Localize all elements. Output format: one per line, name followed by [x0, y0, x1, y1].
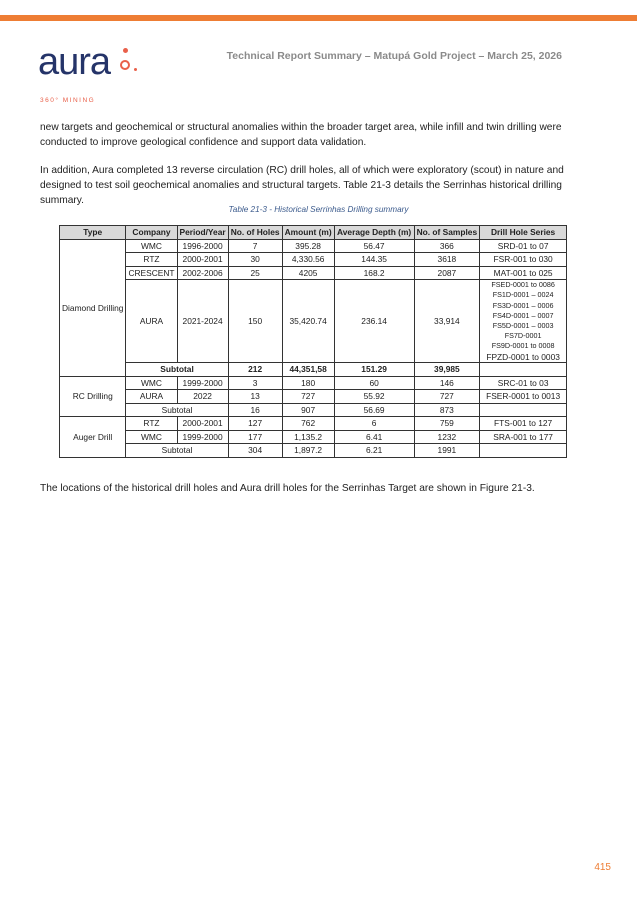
table-header-row: [60, 226, 567, 240]
table-cell: 907: [282, 403, 334, 417]
caption-number: Table 21-3 -: [228, 205, 272, 214]
table-cell: 13: [228, 390, 282, 404]
table-cell: 2021-2024: [177, 280, 228, 363]
table-cell: 6.41: [334, 430, 414, 444]
table-cell: RTZ: [126, 253, 177, 267]
table-cell: 2087: [414, 266, 480, 280]
column-header: Company: [126, 226, 177, 240]
series-item: FS1D-0001 – 0024: [492, 290, 554, 300]
subtotal-row: [60, 444, 567, 458]
table-cell: 212: [228, 363, 282, 377]
table-cell: [480, 363, 567, 377]
series-item: FS3D-0001 – 0006: [492, 300, 554, 310]
table-cell: 168.2: [334, 266, 414, 280]
column-header: Drill Hole Series: [480, 226, 567, 240]
paragraph: In addition, Aura completed 13 reverse circulation (RC) drill holes, all of which were exploratory (scout) in nature and designed to test soil geochemical anomalies and structural targets. Table 21-3 details the Serrinhas historical drilling summary.: [40, 165, 564, 206]
table-cell: SRD-01 to 07: [480, 239, 567, 253]
table-cell: 127: [228, 417, 282, 431]
table-cell: RTZ: [126, 417, 177, 431]
table-cell: 1,897.2: [282, 444, 334, 458]
subtotal-row: [60, 363, 567, 377]
running-header: Technical Report Summary – Matupá Gold Project – March 25, 2026: [226, 50, 562, 62]
table-cell: 759: [414, 417, 480, 431]
table-cell: 236.14: [334, 280, 414, 363]
column-header: No. of Holes: [228, 226, 282, 240]
table-cell: 727: [282, 390, 334, 404]
table-cell: 762: [282, 417, 334, 431]
table-row: [60, 253, 567, 267]
series-item: FPZD-0001 to 0003: [486, 351, 560, 362]
table-cell: 6: [334, 417, 414, 431]
logo-dot: [134, 68, 137, 71]
series-item: FS4D-0001 – 0007: [492, 310, 554, 320]
table-row: [60, 376, 567, 390]
table-cell: AURA: [126, 390, 177, 404]
logo-ring: [120, 60, 130, 70]
table-cell: 60: [334, 376, 414, 390]
table-cell: 3618: [414, 253, 480, 267]
table-cell: 55.92: [334, 390, 414, 404]
table-cell: Subtotal: [126, 363, 228, 377]
table-cell: 2000-2001: [177, 417, 228, 431]
table-cell: [480, 403, 567, 417]
table-cell: 56.69: [334, 403, 414, 417]
type-cell: Diamond Drilling: [60, 239, 126, 376]
paragraph: The locations of the historical drill holes and Aura drill holes for the Serrinhas Target are shown in Figure 21-3.: [40, 483, 535, 494]
table-cell: 873: [414, 403, 480, 417]
table-cell: CRESCENT: [126, 266, 177, 280]
drilling-summary-table: [59, 225, 567, 458]
table-cell: WMC: [126, 239, 177, 253]
table-cell: MAT-001 to 025: [480, 266, 567, 280]
table-cell: FSER-0001 to 0013: [480, 390, 567, 404]
table-cell: FSR-001 to 030: [480, 253, 567, 267]
table-cell: 1996-2000: [177, 239, 228, 253]
table-cell: 35,420.74: [282, 280, 334, 363]
logo-subtitle: 360° MINING: [40, 97, 96, 104]
table-caption: [0, 205, 637, 214]
column-header: Period/Year: [177, 226, 228, 240]
column-header: Amount (m): [282, 226, 334, 240]
table-cell: SRC-01 to 03: [480, 376, 567, 390]
table-cell: 3: [228, 376, 282, 390]
table-cell: 180: [282, 376, 334, 390]
table-cell: 44,351,58: [282, 363, 334, 377]
table-row: [60, 239, 567, 253]
column-header: No. of Samples: [414, 226, 480, 240]
column-header: Average Depth (m): [334, 226, 414, 240]
table-cell: 30: [228, 253, 282, 267]
table-cell: WMC: [126, 430, 177, 444]
table-cell: 366: [414, 239, 480, 253]
series-item: FS7D-0001: [504, 331, 542, 341]
type-cell: RC Drilling: [60, 376, 126, 417]
table-cell: WMC: [126, 376, 177, 390]
table-cell: 1991: [414, 444, 480, 458]
table-cell: 1999-2000: [177, 430, 228, 444]
type-cell: Auger Drill: [60, 417, 126, 458]
aura-logo: [38, 24, 128, 104]
table-cell: 39,985: [414, 363, 480, 377]
table-cell: 177: [228, 430, 282, 444]
table-cell: 150: [228, 280, 282, 363]
table-cell: 1232: [414, 430, 480, 444]
logo-dot: [123, 48, 128, 53]
table-cell: 33,914: [414, 280, 480, 363]
table-cell: 7: [228, 239, 282, 253]
table-cell: 4205: [282, 266, 334, 280]
drill-hole-series-list: [480, 280, 567, 363]
table-row: [60, 417, 567, 431]
page-number: 415: [594, 862, 611, 873]
table-cell: 395.28: [282, 239, 334, 253]
series-item: FSED-0001 to 0086: [491, 280, 555, 290]
table-cell: 2002-2006: [177, 266, 228, 280]
table-cell: FTS-001 to 127: [480, 417, 567, 431]
table-cell: SRA-001 to 177: [480, 430, 567, 444]
table-cell: AURA: [126, 280, 177, 363]
table-cell: [480, 444, 567, 458]
column-header: Type: [60, 226, 126, 240]
table-cell: Subtotal: [126, 444, 228, 458]
subtotal-row: [60, 403, 567, 417]
logo-wordmark: aura: [38, 41, 111, 83]
table-cell: Subtotal: [126, 403, 228, 417]
table-cell: 727: [414, 390, 480, 404]
table-cell: 2022: [177, 390, 228, 404]
table-row: [60, 430, 567, 444]
table-cell: 151.29: [334, 363, 414, 377]
table-cell: 16: [228, 403, 282, 417]
table-cell: 6.21: [334, 444, 414, 458]
table-cell: 4,330.56: [282, 253, 334, 267]
table-cell: 144.35: [334, 253, 414, 267]
table-row: [60, 390, 567, 404]
table-cell: 2000-2001: [177, 253, 228, 267]
table-cell: 146: [414, 376, 480, 390]
paragraph: new targets and geochemical or structural anomalies within the broader target area, while infill and twin drilling were conducted to improve geological confidence and support data validation.: [40, 122, 562, 148]
caption-title: Historical Serrinhas Drilling summary: [271, 205, 409, 214]
table-row: [60, 280, 567, 363]
series-item: FS9D-0001 to 0008: [491, 341, 555, 351]
table-cell: 1,135.2: [282, 430, 334, 444]
table-cell: 1999-2000: [177, 376, 228, 390]
table-cell: 304: [228, 444, 282, 458]
table-cell: 56.47: [334, 239, 414, 253]
series-item: FS5D-0001 – 0003: [492, 321, 554, 330]
table-cell: 25: [228, 266, 282, 280]
header-accent-bar: [0, 15, 637, 21]
table-row: [60, 266, 567, 280]
